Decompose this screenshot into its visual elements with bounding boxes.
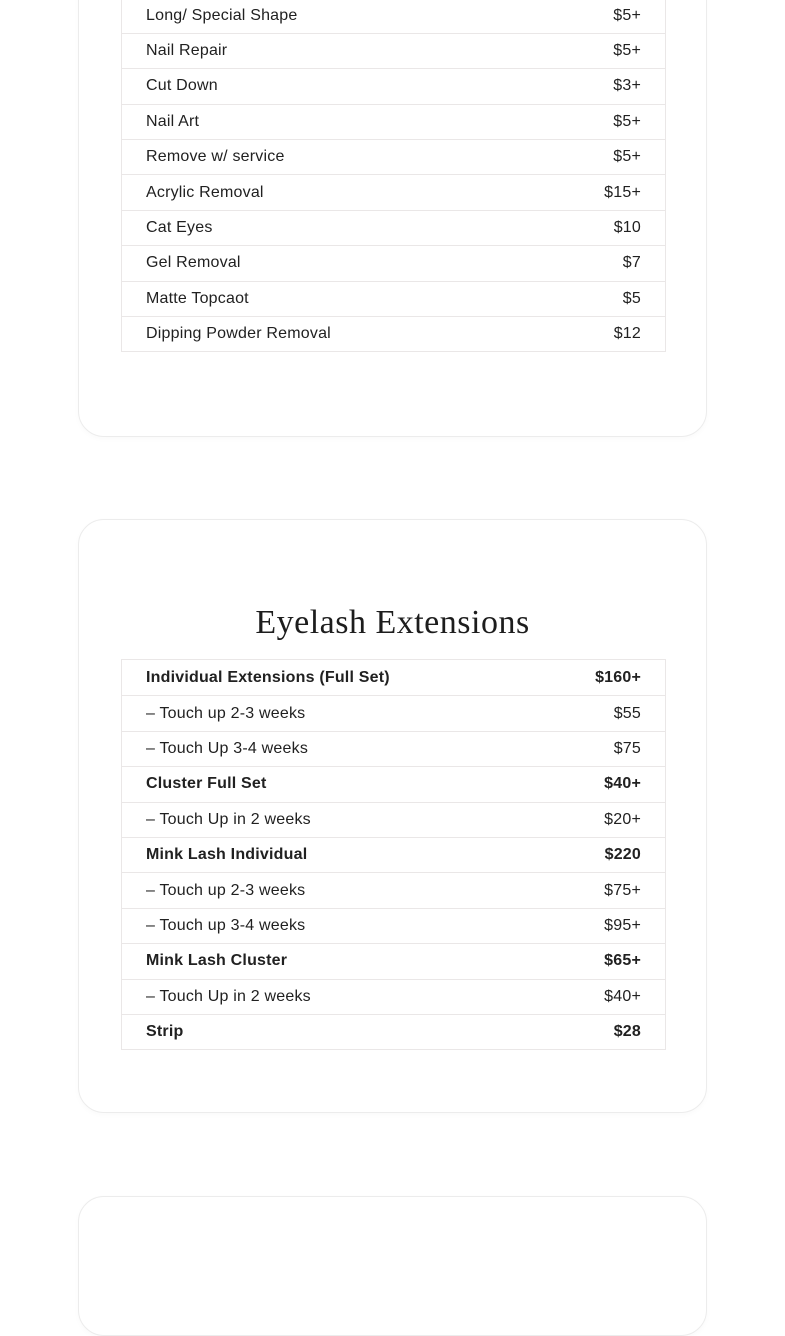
service-price: $5+ [613, 148, 641, 166]
service-price: $5+ [613, 6, 641, 24]
service-label: – Touch Up in 2 weeks [146, 987, 311, 1005]
service-price: $5 [622, 289, 641, 307]
price-row [122, 766, 665, 801]
service-label: Long/ Special Shape [146, 6, 298, 24]
price-row [122, 872, 665, 907]
service-label: Acrylic Removal [146, 183, 264, 201]
service-label: Nail Art [146, 112, 200, 130]
service-label: Strip [146, 1023, 184, 1041]
service-label: Matte Topcaot [146, 289, 249, 307]
service-price: $10 [613, 218, 641, 236]
eyelash-extensions-price-card [78, 519, 707, 1113]
price-row [122, 139, 665, 174]
eyelash-extensions-title: Eyelash Extensions [255, 604, 530, 642]
next-price-card-partial [78, 1196, 707, 1336]
service-label: – Touch up 2-3 weeks [146, 704, 306, 722]
service-price: $75+ [604, 881, 641, 899]
service-label: – Touch up 2-3 weeks [146, 881, 306, 899]
price-row [122, 660, 665, 695]
service-price: $15+ [604, 183, 641, 201]
service-price: $3+ [613, 77, 641, 95]
service-label: – Touch Up 3-4 weeks [146, 739, 309, 757]
price-row [122, 837, 665, 872]
service-price: $55 [613, 704, 641, 722]
price-row [122, 695, 665, 730]
service-price: $220 [604, 846, 641, 864]
service-price: $95+ [604, 916, 641, 934]
service-label: Dipping Powder Removal [146, 325, 331, 343]
price-row [122, 731, 665, 766]
service-price: $28 [613, 1023, 641, 1041]
service-price: $160+ [595, 668, 641, 686]
price-row [122, 802, 665, 837]
price-row [122, 104, 665, 139]
service-label: Mink Lash Individual [146, 846, 308, 864]
service-label: Gel Removal [146, 254, 241, 272]
service-price: $5+ [613, 112, 641, 130]
eyelash-extensions-price-table [121, 659, 666, 1050]
service-label: – Touch Up in 2 weeks [146, 810, 311, 828]
service-label: Remove w/ service [146, 148, 285, 166]
nail-addons-price-card [78, 0, 707, 437]
nail-addons-price-table [121, 0, 666, 352]
price-row [122, 908, 665, 943]
service-price: $40+ [604, 775, 641, 793]
price-row [122, 979, 665, 1014]
price-row [122, 174, 665, 209]
service-label: Cut Down [146, 77, 218, 95]
price-row [122, 943, 665, 978]
service-price: $12 [613, 325, 641, 343]
service-price: $65+ [604, 952, 641, 970]
service-price: $75 [613, 739, 641, 757]
service-price: $7 [622, 254, 641, 272]
service-label: Nail Repair [146, 41, 228, 59]
service-price: $5+ [613, 41, 641, 59]
price-row [122, 316, 665, 351]
service-label: Cat Eyes [146, 218, 213, 236]
service-label: – Touch up 3-4 weeks [146, 916, 306, 934]
price-row [122, 33, 665, 68]
price-row [122, 245, 665, 280]
service-price: $20+ [604, 810, 641, 828]
price-row [122, 1014, 665, 1049]
price-row [122, 281, 665, 316]
service-label: Cluster Full Set [146, 775, 267, 793]
price-row [122, 68, 665, 103]
service-price: $40+ [604, 987, 641, 1005]
price-row [122, 0, 665, 33]
service-label: Mink Lash Cluster [146, 952, 288, 970]
price-row [122, 210, 665, 245]
service-label: Individual Extensions (Full Set) [146, 668, 390, 686]
